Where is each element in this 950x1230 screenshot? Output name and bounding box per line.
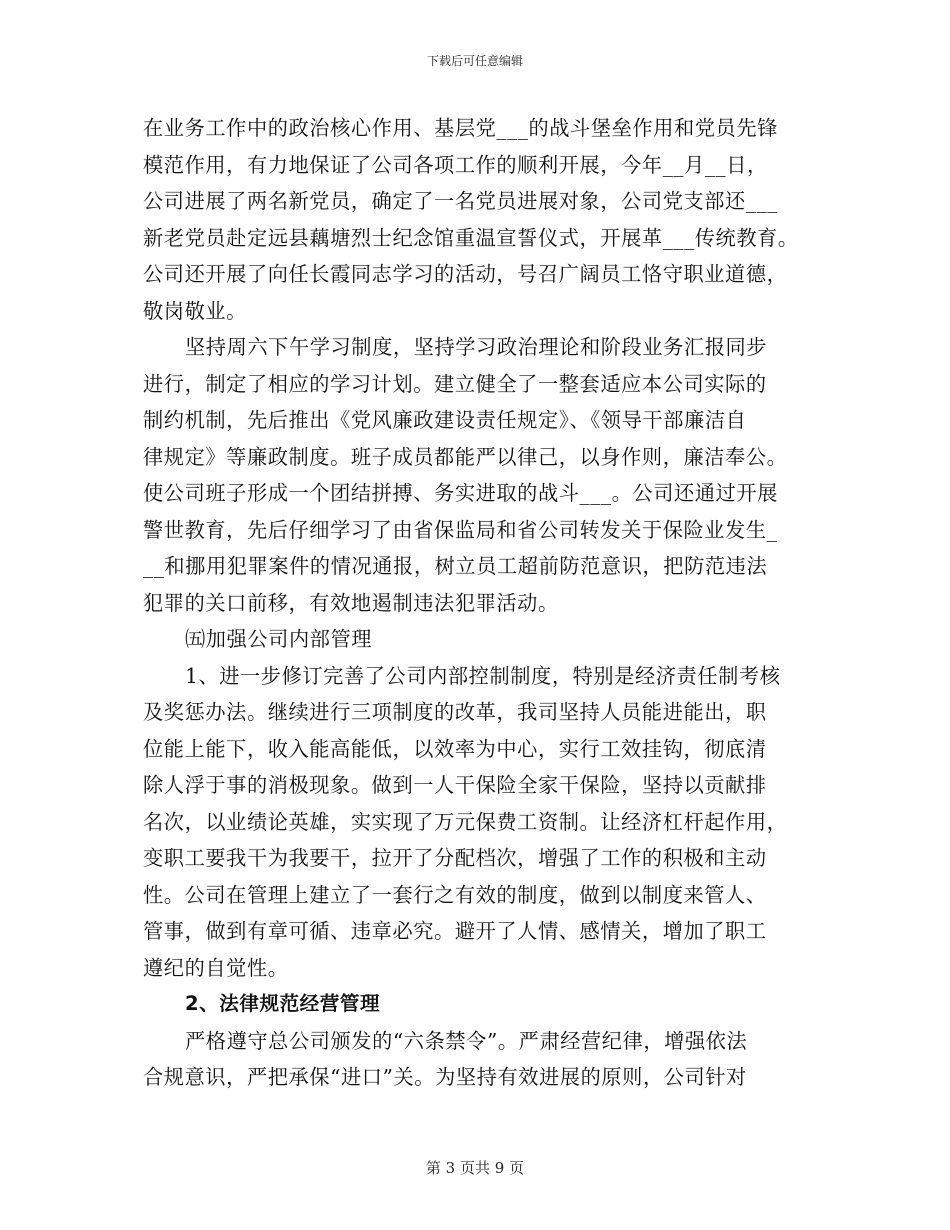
text-line: __和挪用犯罪案件的情况通报，树立员工超前防范意识，把防范违法 — [143, 554, 768, 578]
paragraph-start: 严格遵守总公司颁发的“六条禁令”。严肃经营纪律，增强依法 — [185, 1028, 748, 1053]
text-line: 在业务工作中的政治核心作用、基层党___的战斗堡垒作用和党员先锋 — [143, 116, 778, 140]
text-line: 变职工要我干为我要干，拉开了分配档次，增强了工作的积极和主动 — [143, 846, 767, 870]
text-line: 遵纪的自觉性。 — [143, 955, 289, 980]
text-line: 制约机制，先后推出《党风廉政建设责任规定》、《领导干部廉洁自 — [143, 408, 747, 432]
text-line: 及奖惩办法。继续进行三项制度的改革，我司坚持人员能进能出，职 — [143, 700, 767, 724]
text-line: 性。公司在管理上建立了一套行之有效的制度，做到以制度来管人、 — [143, 882, 767, 907]
text-line: 除人浮于事的消极现象。做到一人干保险全家干保险，坚持以贡献排 — [143, 773, 767, 797]
document-body — [143, 110, 823, 1096]
text-line: 模范作用，有力地保证了公司各项工作的顺利开展，今年__月__日， — [143, 152, 768, 177]
text-line: 使公司班子形成一个团结拼搏、务实进取的战斗___。公司还通过开展 — [143, 481, 778, 505]
paragraph-start: 坚持周六下午学习制度，坚持学习政治理论和阶段业务汇报同步 — [185, 335, 768, 359]
section-heading: ㈤加强公司内部管理 — [185, 627, 373, 651]
page-footer: 第 3 页共 9 页 — [425, 1159, 525, 1177]
text-line: 警世教育，先后仔细学习了由省保监局和省公司转发关于保险业发生_ — [143, 517, 778, 542]
text-line: 管事，做到有章可循、违章必究。避开了人情、感情关，增加了职工 — [143, 919, 767, 943]
text-line: 进行，制定了相应的学习计划。建立健全了一整套适应本公司实际的 — [143, 371, 767, 396]
text-line: 合规意识，严把承保“进口”关。为坚持有效进展的原则，公司针对 — [143, 1065, 747, 1089]
text-line: 位能上能下，收入能高能低，以效率为中心，实行工效挂钩，彻底清 — [143, 736, 767, 761]
text-line: 名次，以业绩论英雄，实实现了万元保费工资制。让经济杠杆起作用， — [143, 809, 788, 834]
text-line: 敬岗敬业。 — [143, 298, 247, 323]
text-line: 公司进展了两名新党员，确定了一名党员进展对象，公司党支部还___ — [143, 189, 778, 213]
text-line: 律规定》等廉政制度。班子成员都能严以律己，以身作则，廉洁奉公。 — [143, 444, 788, 469]
bold-subheading: 2、法律规范经营管理 — [185, 992, 381, 1015]
text-line: 新老党员赴定远县藕塘烈士纪念馆重温宣誓仪式，开展革___传统教育。 — [143, 225, 799, 250]
text-line: 犯罪的关口前移，有效地遏制违法犯罪活动。 — [143, 590, 559, 615]
paragraph-start: 1、进一步修订完善了公司内部控制制度，特别是经济责任制考核 — [185, 663, 781, 688]
text-line: 公司还开展了向任长霞同志学习的活动，号召广阔员工恪守职业道德， — [143, 262, 788, 286]
page-header: 下载后可任意编辑 — [426, 54, 523, 68]
